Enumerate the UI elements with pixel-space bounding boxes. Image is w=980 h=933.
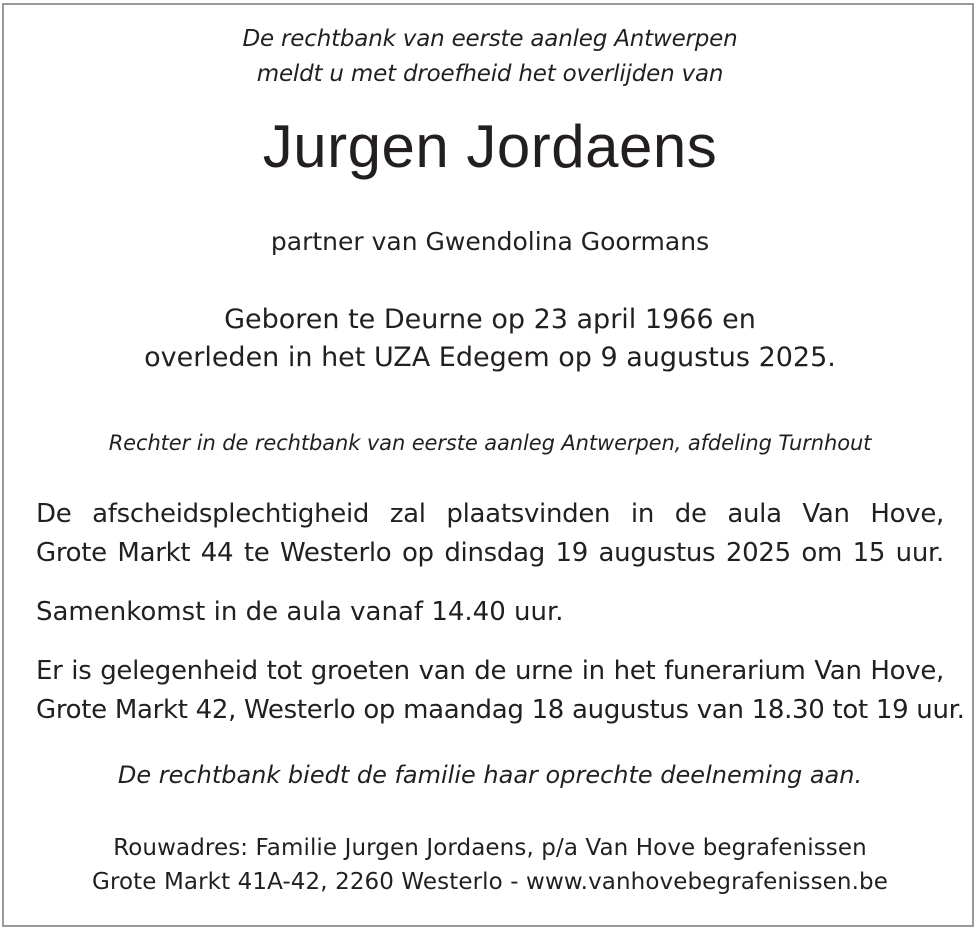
partner-line: partner van Gwendolina Goormans (270, 227, 710, 256)
deceased-name: Jurgen Jordaens (262, 113, 718, 180)
viewing-line-2: Grote Markt 42, Westerlo op maandag 18 augustus van 18.30 tot 19 uur. (36, 695, 965, 725)
gathering-line: Samenkomst in de aula vanaf 14.40 uur. (36, 597, 564, 627)
viewing-line-1: Er is gelegenheid tot groeten van de urne in het funerarium Van Hove, (36, 656, 944, 686)
address-line-1: Rouwadres: Familie Jurgen Jordaens, p/a Van Hove begrafenissen (113, 835, 867, 861)
ceremony-line-1: De afscheidsplechtigheid zal plaatsvinden in de aula Van Hove, (36, 499, 944, 529)
ceremony-line-2: Grote Markt 44 te Westerlo op dinsdag 19 augustus 2025 om 15 uur. (36, 538, 944, 568)
condolence-line: De rechtbank biedt de familie haar oprechte deelneming aan. (117, 761, 863, 789)
intro-line-1: De rechtbank van eerste aanleg Antwerpen (242, 26, 738, 52)
intro-line-2: meldt u met droefheid het overlijden van (256, 61, 724, 87)
birth-line: Geboren te Deurne op 23 april 1966 en (224, 304, 756, 335)
function-line: Rechter in de rechtbank van eerste aanleg Antwerpen, afdeling Turnhout (108, 431, 872, 455)
address-line-2: Grote Markt 41A-42, 2260 Westerlo - www.vanhovebegrafenissen.be (92, 869, 888, 895)
death-line: overleden in het UZA Edegem op 9 augustus 2025. (144, 342, 836, 373)
